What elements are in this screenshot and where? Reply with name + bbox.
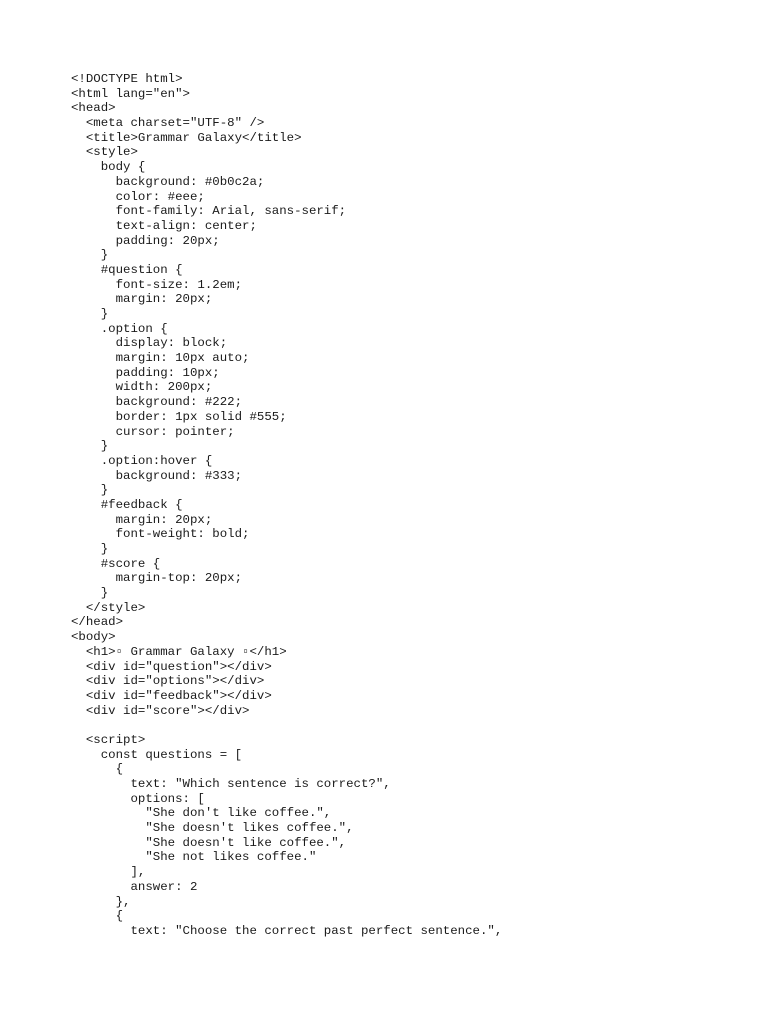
code-line: } [71,439,109,454]
code-line: margin-top: 20px; [71,571,243,586]
code-line: cursor: pointer; [71,424,235,439]
code-line: { [71,909,124,924]
code-line: background: #222; [71,395,243,410]
code-line: } [71,248,109,263]
code-line: #feedback { [71,497,183,512]
code-line: }, [71,894,131,909]
code-line: font-family: Arial, sans-serif; [71,204,347,219]
code-line [71,718,502,733]
code-line: "She not likes coffee." [71,850,317,865]
code-line: text: "Which sentence is correct?", [71,777,391,791]
code-line: text-align: center; [71,218,257,233]
code-line: background: #333; [71,468,243,483]
code-line: <div id="score"></div> [71,703,250,718]
code-line: .option:hover { [71,453,213,468]
code-line: "She don't like coffee.", [71,806,332,821]
code-line: padding: 20px; [71,233,220,248]
code-line: ], [71,865,146,880]
code-line: "She doesn't likes coffee.", [71,821,354,836]
code-line: padding: 10px; [71,365,220,380]
code-line: margin: 10px auto; [71,351,250,366]
code-line: <!DOCTYPE html> [71,72,183,86]
code-line: { [71,762,124,777]
code-line: margin: 20px; [71,292,213,307]
code-line: margin: 20px; [71,512,213,527]
code-line: <script> [71,732,146,747]
code-line: } [71,483,109,498]
code-line: } [71,586,109,601]
code-line: <style> [71,145,138,160]
code-line: <html lang="en"> [71,86,190,101]
code-line: width: 200px; [71,380,213,395]
code-line: font-size: 1.2em; [71,277,243,292]
code-line: .option { [71,321,168,336]
code-line: </style> [71,600,146,615]
code-listing [71,72,502,939]
code-line: } [71,307,109,321]
code-line: <h1>▫ Grammar Galaxy ▫</h1> [71,644,287,659]
code-line: background: #0b0c2a; [71,174,265,189]
code-line: color: #eee; [71,189,205,204]
code-line: <title>Grammar Galaxy</title> [71,130,302,145]
code-line: <body> [71,630,116,645]
code-line: const questions = [ [71,747,243,762]
code-line: </head> [71,615,124,630]
code-line: answer: 2 [71,879,198,894]
code-line: <div id="question"></div> [71,659,272,674]
code-line: <head> [71,101,116,116]
code-line: <div id="feedback"></div> [71,688,272,703]
code-line: text: "Choose the correct past perfect sentence.", [71,923,503,938]
code-line: #score { [71,556,161,571]
code-line: display: block; [71,336,228,351]
code-line: #question { [71,262,183,277]
code-line: "She doesn't like coffee.", [71,835,347,850]
code-line: font-weight: bold; [71,527,250,542]
code-line: <meta charset="UTF-8" /> [71,116,265,131]
code-line: options: [ [71,791,205,806]
code-line: border: 1px solid #555; [71,409,287,424]
code-line: } [71,542,109,556]
code-line: body { [71,160,146,175]
code-line: <div id="options"></div> [71,674,265,689]
